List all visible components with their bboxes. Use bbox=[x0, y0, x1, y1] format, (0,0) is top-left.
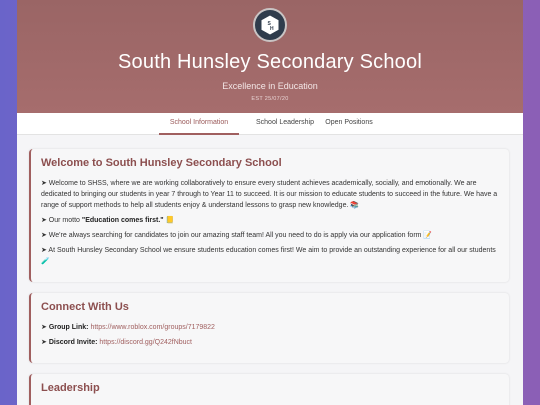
established-date: EST 25/07/20 bbox=[251, 96, 289, 102]
group-link-prefix: ➤ bbox=[41, 324, 49, 331]
welcome-card bbox=[29, 149, 509, 282]
connect-card bbox=[29, 293, 509, 363]
welcome-paragraph-mission: ➤ At South Hunsley Secondary School we ensure students education comes first! We aim to provide an outstanding experience for all our students 🧪 bbox=[41, 247, 496, 265]
discord-invite-link[interactable]: https://discord.gg/Q242fNbuct bbox=[99, 339, 192, 346]
welcome-paragraph-motto bbox=[41, 215, 499, 226]
tab-school-information[interactable]: School Information bbox=[159, 113, 239, 135]
page-subtitle: Excellence in Education bbox=[222, 81, 318, 91]
leadership-card bbox=[29, 374, 509, 405]
motto-prefix: ➤ Our motto bbox=[41, 217, 82, 224]
connect-heading: Connect With Us bbox=[41, 301, 129, 313]
motto-suffix: 📒 bbox=[163, 217, 175, 224]
logo-letter-s: S bbox=[267, 21, 271, 27]
welcome-paragraph-recruiting: ➤ We're always searching for candidates to join our amazing staff team! All you need to do is apply via our application form 📝 bbox=[41, 232, 433, 239]
discord-invite-label: Discord Invite: bbox=[48, 339, 98, 346]
logo-letter-h: H bbox=[270, 26, 274, 32]
hexagon-logo-icon bbox=[259, 14, 281, 36]
group-link[interactable]: https://www.roblox.com/groups/7179822 bbox=[90, 324, 215, 331]
group-link-row bbox=[41, 322, 499, 333]
motto-text: "Education comes first." bbox=[81, 217, 164, 224]
tab-school-leadership[interactable]: School Leadership bbox=[256, 119, 314, 126]
leadership-heading: Leadership bbox=[41, 382, 100, 394]
welcome-heading: Welcome to South Hunsley Secondary School bbox=[41, 157, 282, 169]
school-logo bbox=[253, 8, 287, 42]
hero-banner bbox=[17, 0, 523, 113]
group-link-label: Group Link: bbox=[48, 324, 89, 331]
welcome-paragraph-intro: ➤ Welcome to SHSS, where we are working collaboratively to ensure every student achieves academically, socially, and emotionally. We are dedicated to bringing our students in year 7 through to Year 11 to succeed. It is our mission to educate students to succeed in the future. We have a range of support methods to help all students enjoy & understand lessons to grasp new knowledge. 📚 bbox=[41, 180, 498, 209]
main-content bbox=[17, 135, 523, 405]
tab-bar bbox=[17, 113, 523, 135]
discord-invite-prefix: ➤ bbox=[41, 339, 49, 346]
tab-open-positions[interactable]: Open Positions bbox=[325, 119, 373, 126]
discord-invite-row bbox=[41, 337, 499, 348]
page-title: South Hunsley Secondary School bbox=[118, 51, 422, 73]
